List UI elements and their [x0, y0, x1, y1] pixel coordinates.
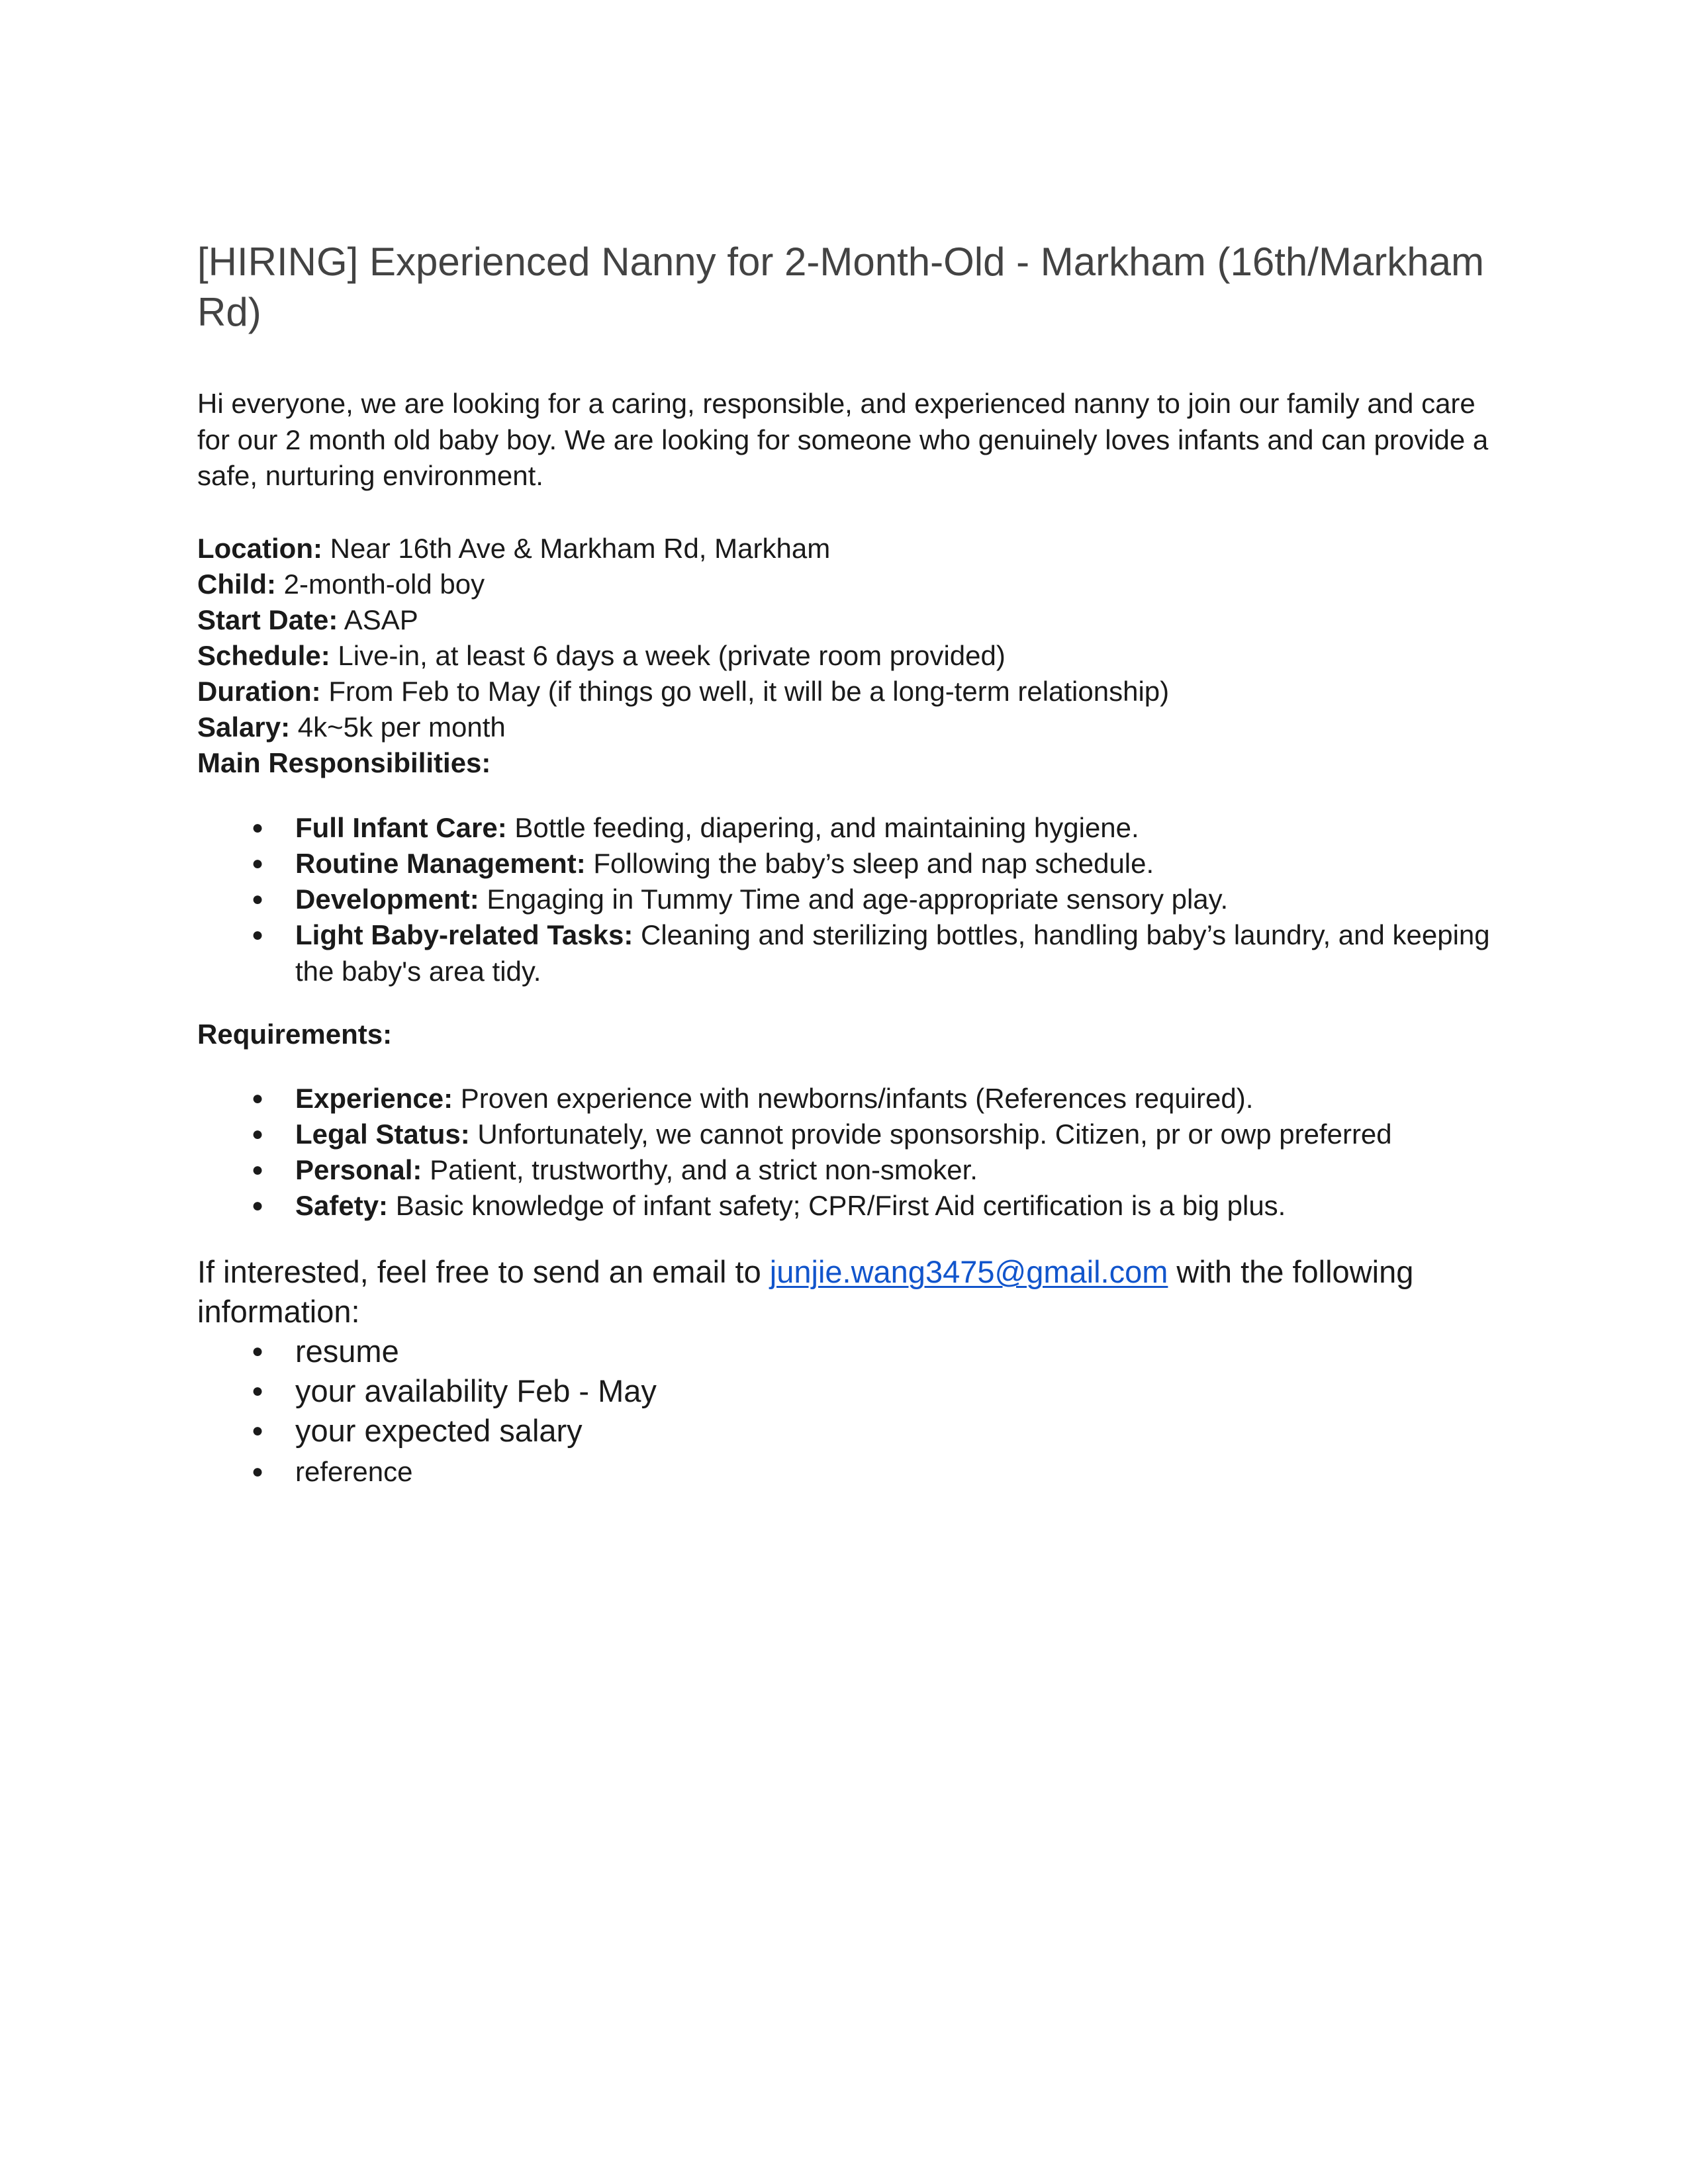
bullet-icon: ● — [252, 1340, 264, 1362]
field-label: Location: — [197, 533, 322, 564]
item-label: Full Infant Care: — [295, 812, 507, 843]
item-value: Engaging in Tummy Time and age-appropriate sensory play. — [479, 884, 1229, 915]
field-location — [197, 531, 830, 567]
field-value: 2-month-old boy — [275, 569, 485, 600]
field-schedule — [197, 638, 1006, 674]
info-item — [252, 1411, 1500, 1451]
item-value: Patient, trustworthy, and a strict non-smoker. — [422, 1154, 978, 1185]
info-item-text: your expected salary — [295, 1413, 583, 1448]
info-item-text: your availability Feb - May — [295, 1373, 657, 1408]
contact-text-before: If interested, feel free to send an email to — [197, 1254, 770, 1289]
requirement-item — [252, 1152, 1500, 1189]
bullet-icon: ● — [252, 924, 264, 946]
responsibility-item — [252, 846, 1500, 882]
requirement-item — [252, 1188, 1500, 1224]
item-value: Bottle feeding, diapering, and maintaining hygiene. — [506, 812, 1139, 843]
info-item-text: resume — [295, 1334, 399, 1369]
item-label: Experience: — [295, 1083, 453, 1114]
field-value: ASAP — [338, 604, 418, 635]
bullet-icon: ● — [252, 852, 264, 874]
field-salary — [197, 709, 506, 745]
item-value: Following the baby’s sleep and nap schedule. — [585, 848, 1154, 879]
responsibility-item — [252, 810, 1500, 846]
field-label: Duration: — [197, 676, 321, 707]
field-value: Near 16th Ave & Markham Rd, Markham — [322, 533, 831, 564]
bullet-icon: ● — [252, 1461, 264, 1482]
responsibilities-heading: Main Responsibilities: — [197, 747, 491, 778]
responsibility-item — [252, 882, 1500, 918]
item-value: Basic knowledge of infant safety; CPR/First Aid certification is a big plus. — [388, 1190, 1286, 1221]
info-item-text: reference — [295, 1456, 413, 1487]
field-start-date — [197, 602, 418, 638]
field-child — [197, 567, 485, 602]
bullet-icon: ● — [252, 1380, 264, 1402]
item-label: Development: — [295, 884, 479, 915]
bullet-icon: ● — [252, 1087, 264, 1109]
item-value: Cleaning and sterilizing bottles, handling baby’s laundry, and keeping the baby's area tidy. — [295, 919, 1490, 987]
bullet-icon: ● — [252, 1420, 264, 1441]
info-item — [252, 1452, 1500, 1492]
item-value: Unfortunately, we cannot provide sponsorship. Citizen, pr or owp preferred — [469, 1118, 1392, 1150]
contact-paragraph — [197, 1252, 1495, 1332]
field-label: Schedule: — [197, 640, 330, 671]
field-label: Salary: — [197, 711, 291, 743]
field-duration — [197, 674, 1169, 709]
field-label: Child: — [197, 569, 276, 600]
requirements-heading: Requirements: — [197, 1019, 393, 1050]
item-value: Proven experience with newborns/infants (References required). — [453, 1083, 1254, 1114]
item-label: Safety: — [295, 1190, 389, 1221]
intro-paragraph: Hi everyone, we are looking for a caring, responsible, and experienced nanny to join our family and care for our 2 month old baby boy. We are looking for someone who genuinely loves infants and can provide a safe, nurturing environment. — [197, 388, 1489, 491]
item-label: Personal: — [295, 1154, 422, 1185]
item-label: Routine Management: — [295, 848, 586, 879]
bullet-icon: ● — [252, 1123, 264, 1145]
info-item — [252, 1371, 1500, 1411]
bullet-icon: ● — [252, 817, 264, 839]
field-label: Start Date: — [197, 604, 338, 635]
field-value: 4k~5k per month — [290, 711, 506, 743]
responsibility-item — [252, 917, 1500, 989]
info-item — [252, 1332, 1500, 1371]
bullet-icon: ● — [252, 888, 264, 910]
requirement-item — [252, 1116, 1500, 1153]
contact-text-after: with the following information: — [197, 1254, 1414, 1329]
item-label: Legal Status: — [295, 1118, 470, 1150]
field-value: Live-in, at least 6 days a week (private room provided) — [330, 640, 1006, 671]
page-title: [HIRING] Experienced Nanny for 2-Month-Old - Markham (16th/Markham Rd) — [197, 240, 1484, 334]
bullet-icon: ● — [252, 1159, 264, 1181]
requirement-item — [252, 1081, 1500, 1117]
item-label: Light Baby-related Tasks: — [295, 919, 633, 950]
field-value: From Feb to May (if things go well, it will be a long-term relationship) — [320, 676, 1170, 707]
bullet-icon: ● — [252, 1195, 264, 1216]
email-link[interactable]: junjie.wang3475@gmail.com — [769, 1254, 1168, 1289]
